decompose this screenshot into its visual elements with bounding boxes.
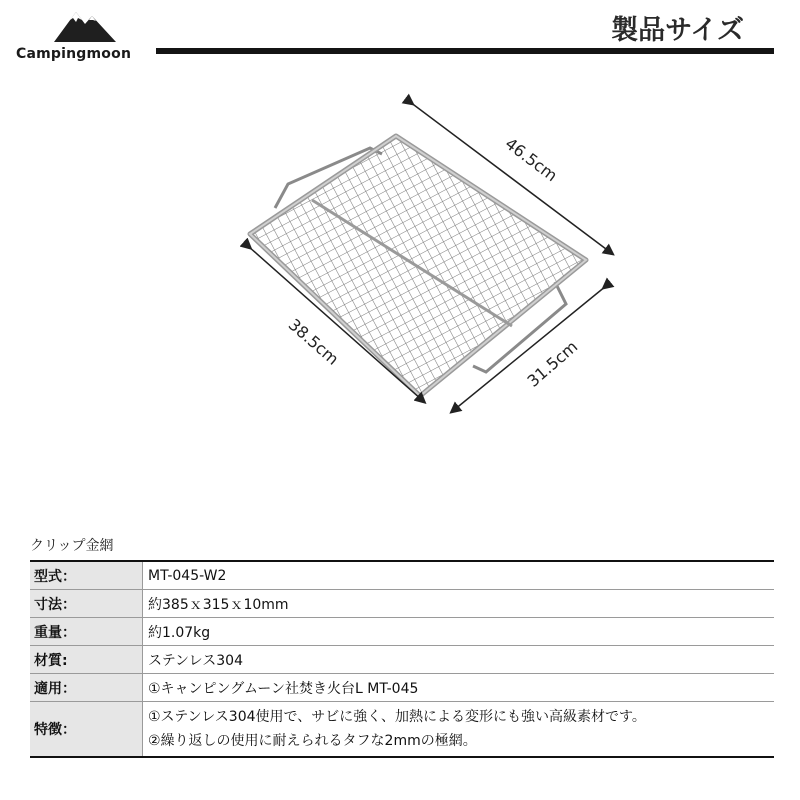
spec-label: 特徴：: [30, 702, 143, 758]
spec-row-compatibility: [30, 674, 774, 702]
spec-row-weight: [30, 618, 774, 646]
mountain-icon: [54, 6, 116, 42]
dim-label-width: 31.5cm: [523, 336, 582, 391]
spec-label: 型式：: [30, 561, 143, 590]
grill-net-diagram: [230, 90, 630, 420]
spec-value: 約1.07kg: [143, 618, 775, 646]
dim-label-length: 46.5cm: [501, 133, 561, 186]
spec-value: 約385ｘ315ｘ10mm: [143, 590, 775, 618]
spec-table: [30, 560, 774, 758]
spec-value: ステンレス304: [143, 646, 775, 674]
spec-row-size: [30, 590, 774, 618]
page-title: 製品サイズ: [611, 15, 744, 46]
header-divider: [156, 48, 774, 54]
product-name: クリップ金網: [30, 538, 114, 554]
feature-line: ②繰り返しの使用に耐えられるタフな2mmの極網。: [148, 733, 477, 749]
spec-row-features: [30, 702, 774, 758]
dim-label-outer-length: 38.5cm: [284, 314, 343, 369]
brand-name: Campingmoon: [16, 46, 132, 62]
spec-row-model: [30, 561, 774, 590]
feature-line: ①ステンレス304使用で、サビに強く、加熱による変形にも強い高級素材です。: [148, 709, 646, 725]
spec-value: ①キャンピングムーン社焚き火台L MT-045: [143, 674, 775, 702]
brand-logo: [16, 6, 152, 64]
spec-value: [143, 702, 775, 758]
spec-label: 材質:: [30, 646, 143, 674]
spec-row-material: [30, 646, 774, 674]
spec-value: MT-045-W2: [143, 561, 775, 590]
spec-label: 寸法：: [30, 590, 143, 618]
spec-label: 適用：: [30, 674, 143, 702]
spec-label: 重量：: [30, 618, 143, 646]
